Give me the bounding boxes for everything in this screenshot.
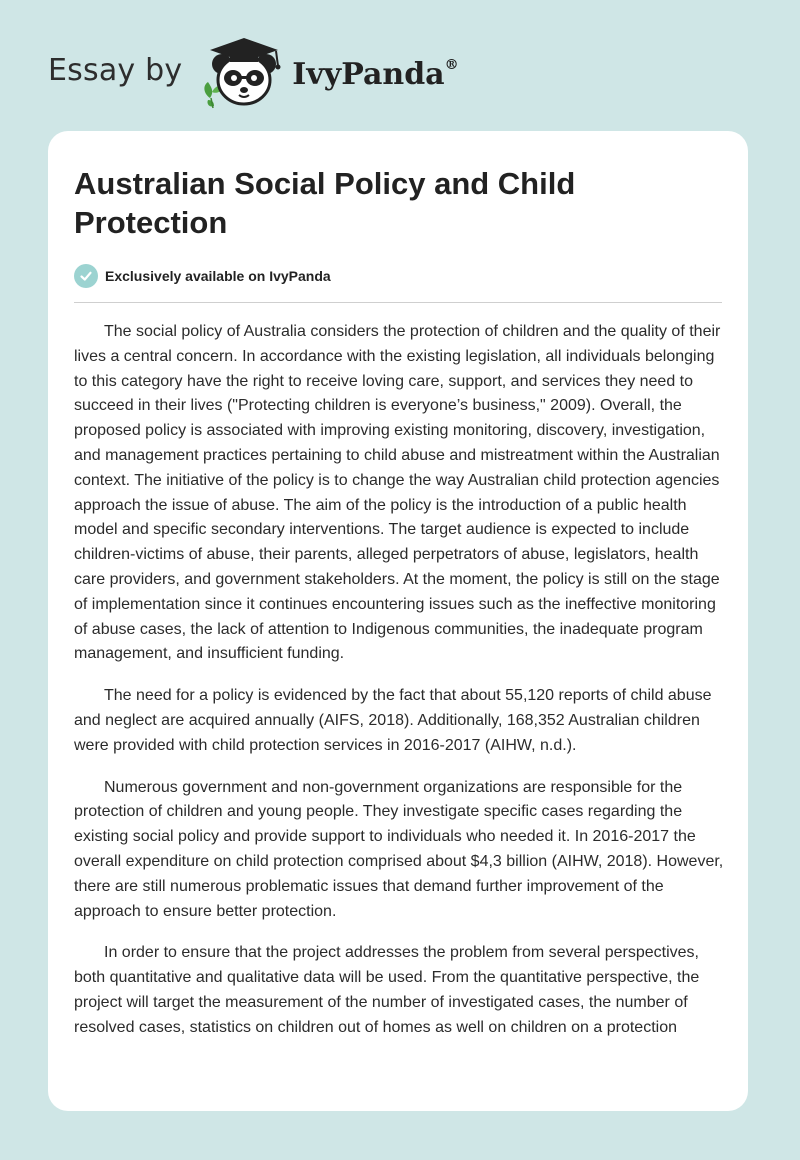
registered-mark: ®: [444, 56, 459, 73]
title-divider: [74, 302, 722, 303]
essay-card: [48, 131, 748, 1111]
exclusive-badge-text: Exclusively available on IvyPanda: [105, 268, 331, 284]
site-header: [48, 34, 459, 110]
panda-logo-icon: [196, 34, 288, 110]
paragraph-4: In order to ensure that the project addresses the problem from several perspectives, both quantitative and qualitative data will be used. From the quantitative perspective, the project will target the measurement of the number of investigated cases, the number of resolved cases, statistics on children out of homes as well on children on a protection: [74, 944, 700, 1036]
paragraph-3: Numerous government and non-government organizations are responsible for the protection of children and young people. They investigate specific cases regarding the existing social policy and provide support to individuals who needed it. In 2016-2017 the overall expenditure on child protection comprised about $4,3 billion (AIHW, 2018). However, there are still numerous problematic issues that demand further improvement of the approach to ensure better protection.: [74, 778, 724, 920]
paragraph-2: The need for a policy is evidenced by the fact that about 55,120 reports of child abuse and neglect are acquired annually (AIFS, 2018). Additionally, 168,352 Australian children were provided with child protection services in 2016-2017 (AIHW, n.d.).: [74, 687, 712, 754]
brand-name[interactable]: IvyPanda®: [292, 56, 459, 92]
essay-title: Australian Social Policy and Child Protection: [74, 166, 576, 240]
paragraph-1: The social policy of Australia considers the protection of children and the quality of their lives a central concern. In accordance with the existing legislation, all individuals belonging to this category have the right to receive loving care, support, and services they need to succeed in their lives ("Protecting children is everyone’s business," 2009). Overall, the proposed policy is associated with improving existing monitoring, discovery, investigation, and management practices pertaining to child abuse and mistreatment within the Australian context. The initiative of the policy is to change the way Australian child protection agencies approach the issue of abuse. The aim of the policy is the introduction of a public health model and specific secondary interventions. The target audience is expected to include children-victims of abuse, their parents, alleged perpetrators of abuse, legislators, health care providers, and government stakeholders. At the moment, the policy is still on the stage of implementation since it continues encountering issues such as the ineffective monitoring of abuse cases, the lack of attention to Indigenous communities, the inadequate program management, and insufficient funding.: [74, 323, 721, 663]
exclusive-badge: [74, 264, 331, 288]
essay-body: [74, 320, 724, 1058]
checkmark-icon: [74, 264, 98, 288]
essay-by-label: Essay by: [48, 52, 183, 88]
